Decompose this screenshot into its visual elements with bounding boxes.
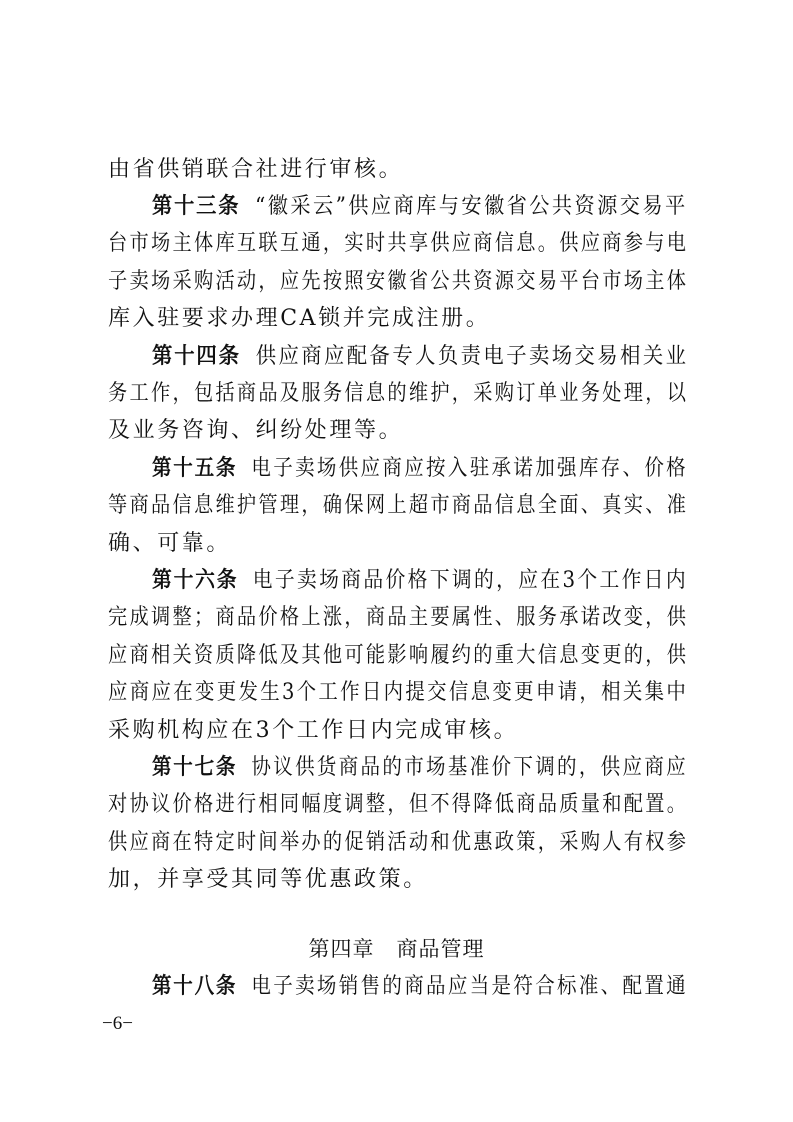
line-text: 供应商在特定时间举办的促销活动和优惠政策，采购人有权参 (108, 830, 689, 855)
chapter-number: 第四章 (308, 937, 375, 961)
text-line (108, 227, 688, 261)
line-text: 电子卖场销售的商品应当是符合标准、配置通 (251, 974, 689, 999)
article-heading: 第十五条 (152, 456, 238, 481)
article-heading: 第十八条 (152, 974, 238, 999)
text-line (108, 414, 403, 448)
line-text: 务工作，包括商品及服务信息的维护，采购订单业务处理，以 (108, 381, 689, 406)
article-heading: 第十三条 (152, 194, 241, 219)
page-number: −6− (102, 1013, 133, 1034)
line-text: 应商应在变更发生3个工作日内提交信息变更申请，相关集中 (108, 680, 689, 705)
text-line (108, 788, 688, 822)
line-text: 由省供销联合社进行审核。 (108, 157, 404, 182)
line-text: 等商品信息维护管理，确保网上超市商品信息全面、真实、准 (108, 493, 689, 518)
line-text: “徽采云”供应商库与安徽省公共资源交易平 (254, 194, 688, 219)
line-text: 电子卖场商品价格下调的，应在3个工作日内 (252, 568, 688, 593)
text-line (108, 489, 688, 523)
chapter-heading (0, 932, 793, 966)
article-16-line (152, 564, 688, 598)
text-line (108, 676, 688, 710)
article-heading: 第十四条 (152, 344, 241, 369)
text-line (108, 153, 403, 187)
line-text: 库入驻要求办理CA锁并完成注册。 (108, 306, 491, 331)
article-17-line (152, 751, 688, 785)
article-18-line (152, 970, 688, 1004)
line-text: 完成调整；商品价格上涨，商品主要属性、服务承诺改变，供 (108, 605, 689, 630)
text-line (108, 265, 688, 299)
line-text: 对协议价格进行相同幅度调整，但不得降低商品质量和配置。 (108, 792, 689, 817)
line-text: 加，并享受其同等优惠政策。 (108, 867, 428, 892)
line-text: 电子卖场供应商应按入驻承诺加强库存、价格 (251, 456, 689, 481)
line-text: 子卖场采购活动，应先按照安徽省公共资源交易平台市场主体 (108, 269, 689, 294)
article-13-line (152, 190, 688, 224)
article-heading: 第十七条 (152, 755, 238, 780)
line-text: 台市场主体库互联互通，实时共享供应商信息。供应商参与电 (108, 231, 689, 256)
line-text: 应商相关资质降低及其他可能影响履约的重大信息变更的，供 (108, 643, 689, 668)
text-line (108, 527, 231, 561)
chapter-title: 商品管理 (396, 937, 485, 961)
text-line (108, 714, 518, 748)
line-text: 供应商应配备专人负责电子卖场交易相关业 (255, 344, 689, 369)
article-15-line (152, 452, 688, 486)
line-text: 确、可靠。 (108, 531, 232, 556)
line-text: 采购机构应在3个工作日内完成审核。 (108, 718, 519, 743)
text-line (108, 377, 688, 411)
text-line (108, 826, 688, 860)
article-14-line (152, 340, 688, 374)
article-heading: 第十六条 (152, 568, 239, 593)
text-line (108, 601, 688, 635)
line-text: 协议供货商品的市场基准价下调的，供应商应 (251, 755, 689, 780)
text-line (108, 302, 490, 336)
text-line (108, 639, 688, 673)
text-line (108, 863, 428, 897)
line-text: 及业务咨询、纠纷处理等。 (108, 418, 404, 443)
